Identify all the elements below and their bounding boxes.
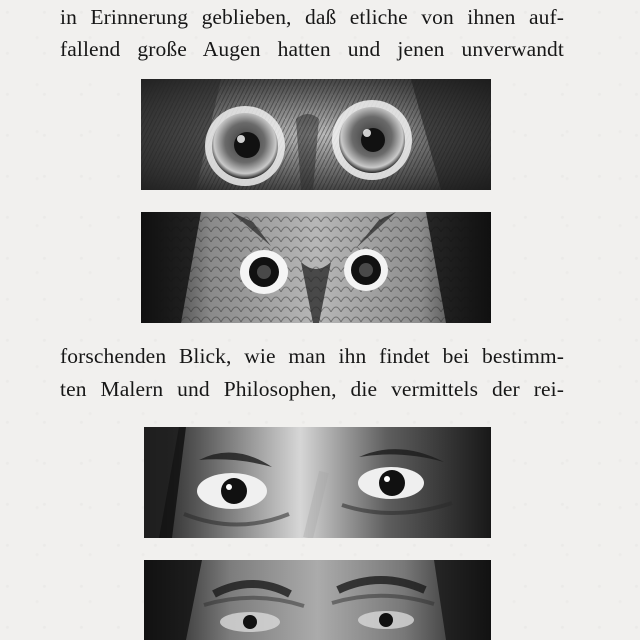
owl-eyes-photo-1 <box>141 79 491 190</box>
owl-eyes-illustration-2 <box>141 212 491 323</box>
human-eyes-illustration-2 <box>144 560 491 640</box>
human-eyes-photo-2 <box>144 560 491 640</box>
human-eyes-photo-1 <box>144 427 491 538</box>
text-line-3: forschenden Blick, wie man ihn findet bei bestimm- <box>60 344 564 368</box>
human-eyes-illustration-1 <box>144 427 491 538</box>
text-line-1: in Erinnerung geblieben, daß etliche von ihnen auf- <box>60 5 564 29</box>
text-line-4: ten Malern und Philosophen, die vermittels der rei- <box>60 377 564 401</box>
owl-eyes-photo-2 <box>141 212 491 323</box>
text-line-2: fallend große Augen hatten und jenen unverwandt <box>60 37 564 61</box>
owl-eyes-illustration-1 <box>141 79 491 190</box>
